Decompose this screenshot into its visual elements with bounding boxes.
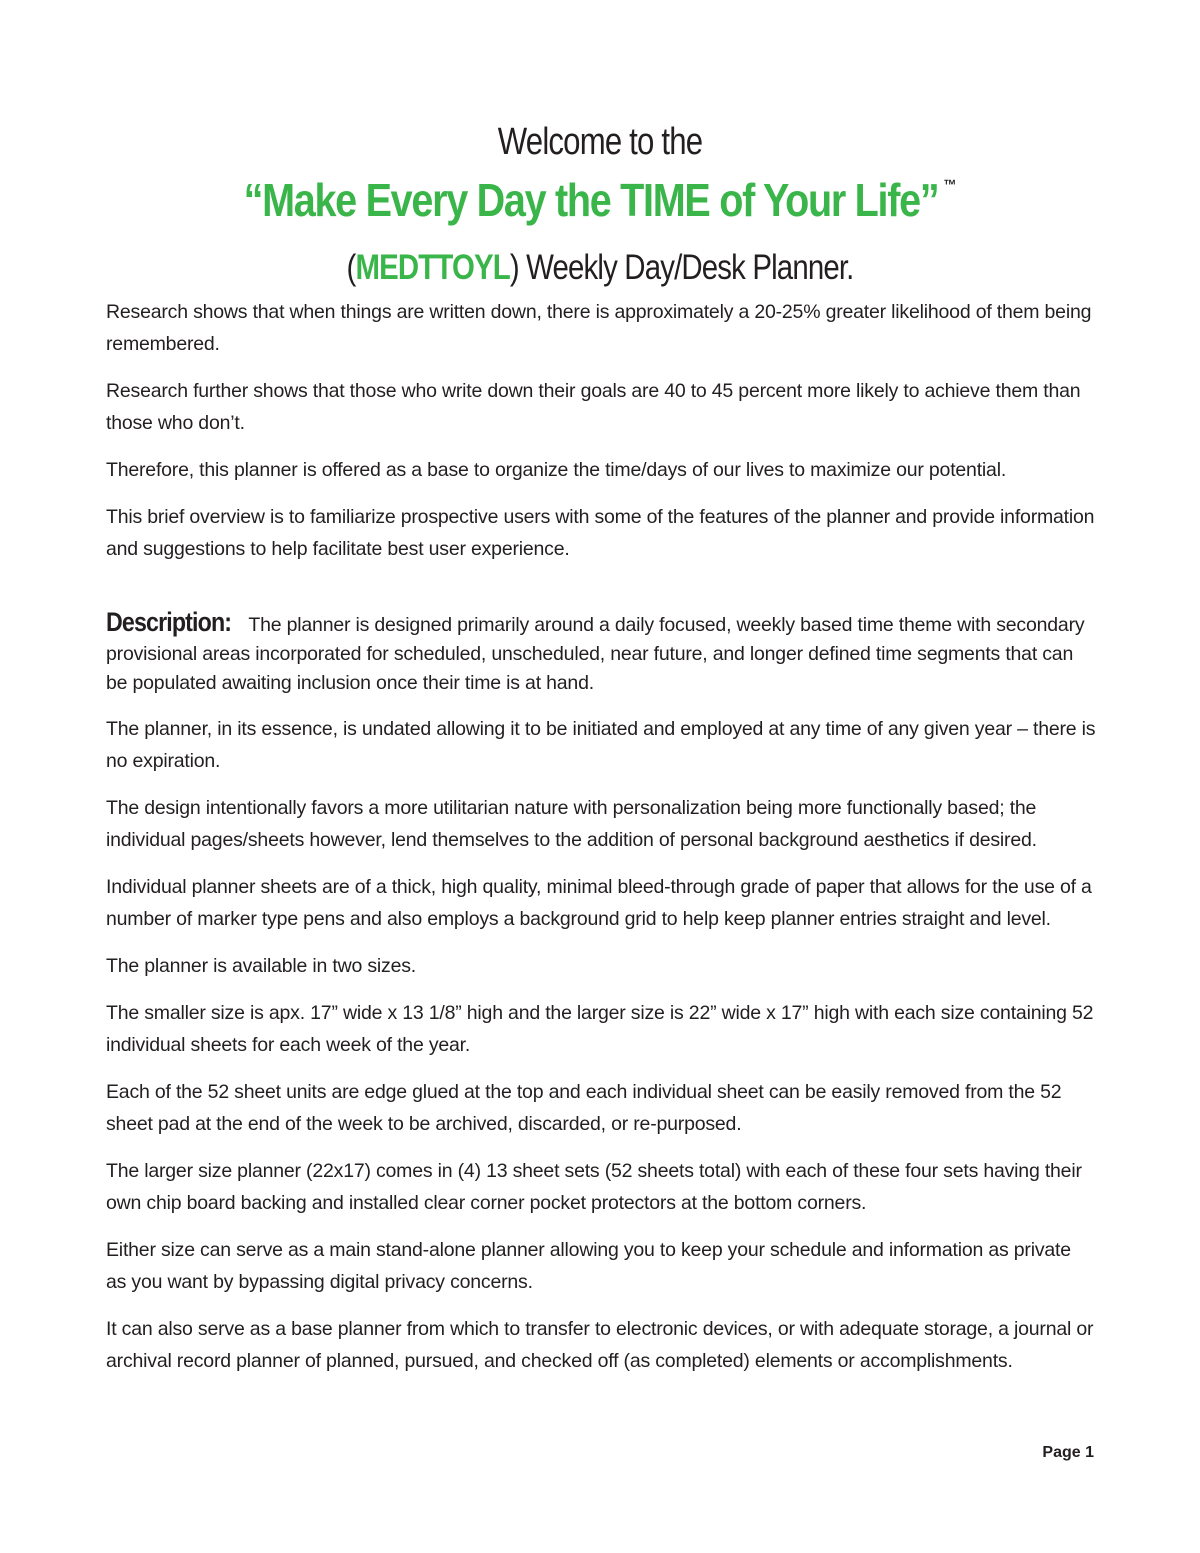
title-acronym: MEDTTOYL <box>355 248 510 287</box>
description-paragraph-4: Individual planner sheets are of a thick, high quality, minimal bleed-through grade of paper that allows for the use of a number of marker type pens and also employs a background grid to help keep planner entries straight and level. <box>106 876 1092 930</box>
intro-paragraph-3: Therefore, this planner is offered as a base to organize the time/days of our lives to maximize our potential. <box>106 459 1007 481</box>
section-spacer <box>106 580 1096 608</box>
title-planner-type: ) Weekly Day/Desk Planner. <box>509 248 854 287</box>
description-heading: Description: <box>106 607 232 637</box>
description-paragraph-1 <box>106 608 1096 698</box>
title-welcome: Welcome to the <box>497 121 703 163</box>
page-number: Page 1 <box>1042 1444 1094 1461</box>
description-first-text: The planner is designed primarily around a daily focused, weekly based time theme with secondary provisional areas incorporated for scheduled, unscheduled, near future, and longer defined time segments that can be populated awaiting inclusion once their time is at hand. <box>106 614 1085 694</box>
intro-paragraph-4: This brief overview is to familiarize prospective users with some of the features of the planner and provide information and suggestions to help facilitate best user experience. <box>106 506 1095 560</box>
title-paren-open: ( <box>346 248 356 287</box>
body-content <box>106 296 1096 1392</box>
description-paragraph-3: The design intentionally favors a more utilitarian nature with personalization being more functionally based; the individual pages/sheets however, lend themselves to the addition of personal background aesthetics if desired. <box>106 797 1037 851</box>
trademark-symbol: ™ <box>943 177 957 194</box>
title-planner-name <box>96 244 1104 292</box>
description-paragraph-2: The planner, in its essence, is undated allowing it to be initiated and employed at any time of any given year – there is no expiration. <box>106 718 1096 772</box>
description-paragraph-6: The smaller size is apx. 17” wide x 13 1/8” high and the larger size is 22” wide x 17” high with each size containing 52 individual sheets for each week of the year. <box>106 1002 1094 1056</box>
title-slogan-text: “Make Every Day the TIME of Your Life” <box>243 174 939 226</box>
intro-paragraph-2: Research further shows that those who write down their goals are 40 to 45 percent more likely to achieve them than those who don’t. <box>106 380 1081 434</box>
description-paragraph-8: The larger size planner (22x17) comes in (4) 13 sheet sets (52 sheets total) with each of these four sets having their own chip board backing and installed clear corner pocket protectors at the bottom corners. <box>106 1160 1082 1214</box>
description-paragraph-10: It can also serve as a base planner from which to transfer to electronic devices, or with adequate storage, a journal or archival record planner of planned, pursued, and checked off (as completed) elements or accomplishments. <box>106 1318 1094 1372</box>
description-paragraph-7: Each of the 52 sheet units are edge glued at the top and each individual sheet can be easily removed from the 52 sheet pad at the end of the week to be archived, discarded, or re-purposed. <box>106 1081 1062 1135</box>
description-paragraph-5: The planner is available in two sizes. <box>106 955 416 977</box>
title-slogan <box>84 170 1116 242</box>
intro-paragraph-1: Research shows that when things are written down, there is approximately a 20-25% greater likelihood of them being remembered. <box>106 301 1092 355</box>
description-paragraph-9: Either size can serve as a main stand-alone planner allowing you to keep your schedule and information as private as you want by bypassing digital privacy concerns. <box>106 1239 1071 1293</box>
title-block <box>0 118 1200 292</box>
